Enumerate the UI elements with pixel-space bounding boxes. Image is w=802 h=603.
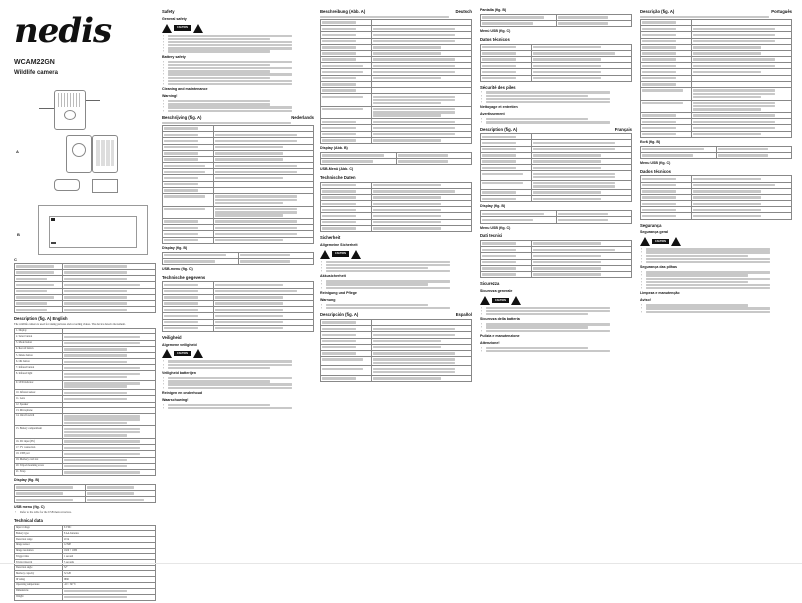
section-title-description-pt: Descrição (fig. A) Português bbox=[640, 9, 792, 14]
section-title-usb-it: Menu USB (fig. C) bbox=[480, 225, 511, 230]
section-title-general-safety: General safety bbox=[162, 16, 187, 21]
section-title-usb-pt: Menu USB (fig. C) bbox=[640, 160, 671, 165]
section-title-battery-it: Sicurezza della batteria bbox=[480, 317, 520, 322]
model-number: WCAM22GN bbox=[14, 59, 55, 66]
section-title-battery-pt: Segurança das pilhas bbox=[640, 265, 677, 270]
warning-triangle-icon bbox=[162, 24, 172, 33]
warning-triangle-icon bbox=[640, 237, 650, 246]
caution-banner-de bbox=[320, 250, 472, 259]
section-title-usb-de: USB-Menü (Abb. C) bbox=[320, 167, 354, 172]
section-title-safety-it: Sicurezza bbox=[480, 281, 500, 287]
caution-banner-nl bbox=[162, 349, 314, 358]
column-safety-nl bbox=[162, 6, 314, 410]
section-title-tech-pt: Dados técnicos bbox=[640, 168, 671, 174]
warning-list-nl bbox=[162, 404, 314, 410]
tech-table-de bbox=[320, 182, 472, 232]
warning-list-fr bbox=[480, 118, 632, 124]
section-title-description-es: Descripción (fig. A) Español bbox=[320, 312, 472, 318]
caution-label: CAUTION bbox=[332, 251, 349, 256]
figure-b-display bbox=[17, 205, 148, 255]
section-title-tech-en: Technical data bbox=[14, 517, 43, 523]
section-title-description-de: Beschreibung (Abb. A) Deutsch bbox=[320, 9, 472, 14]
description-intro: The wildlife camera is used for taking pictures and recording videos. The device detects movement. bbox=[14, 322, 126, 326]
battery-safety-list bbox=[162, 61, 314, 86]
section-title-battery-safety: Battery safety bbox=[162, 54, 186, 59]
parts-table-pt bbox=[640, 19, 792, 138]
usb-note: • Refer to the table for the USB menu structure. bbox=[14, 511, 156, 515]
display-table-pt bbox=[640, 146, 792, 159]
section-title-warning-nl: Waarschuwing! bbox=[162, 397, 189, 402]
section-title-warning-pt: Aviso! bbox=[640, 298, 651, 303]
warning-list-it bbox=[480, 347, 632, 353]
caution-label: CAUTION bbox=[174, 25, 191, 30]
section-title-general-safety-nl: Algemene veiligheid bbox=[162, 342, 197, 347]
section-title-warning-fr: Avertissement bbox=[480, 112, 505, 117]
section-title-usb-nl: USB-menu (fig. C) bbox=[162, 266, 193, 271]
figure-a-front bbox=[14, 90, 156, 135]
parts-table-nl bbox=[162, 125, 314, 244]
figure-a-open bbox=[14, 135, 156, 205]
figure-c-label: C bbox=[14, 256, 17, 262]
section-title-warning: Warning! bbox=[162, 94, 178, 99]
brand-logo: nedis bbox=[14, 11, 112, 51]
section-title-tech-nl: Technische gegevens bbox=[162, 274, 206, 280]
page-bottom-rule bbox=[0, 563, 802, 564]
section-title-description-en: Description (fig. A) English bbox=[14, 316, 68, 322]
parts-table-fr bbox=[480, 133, 632, 202]
section-title-general-safety-pt: Segurança geral bbox=[640, 230, 668, 235]
column-it-pt bbox=[640, 6, 792, 314]
section-title-display-en: Display (fig. B) bbox=[14, 478, 40, 483]
figure-a-label: A bbox=[16, 148, 19, 154]
warning-list bbox=[162, 100, 314, 112]
warning-triangle-icon bbox=[351, 250, 361, 259]
figure-b-label: B bbox=[17, 231, 20, 237]
section-title-display-nl: Display (fig. B) bbox=[162, 245, 188, 250]
display-table-en bbox=[14, 484, 156, 504]
display-table-nl bbox=[162, 252, 314, 265]
section-title-cleaning-pt: Limpeza e manutenção bbox=[640, 291, 680, 296]
battery-list-nl bbox=[162, 377, 314, 389]
general-safety-list-pt bbox=[640, 248, 792, 263]
column-es-fr-it bbox=[480, 6, 632, 353]
section-title-battery-fr: Sécurité des piles bbox=[480, 84, 516, 90]
battery-list-fr bbox=[480, 91, 632, 103]
warning-triangle-icon bbox=[511, 296, 521, 305]
section-title-usb-es: Menú USB (fig. C) bbox=[480, 29, 511, 34]
section-title-cleaning-de: Reinigung und Pflege bbox=[320, 291, 357, 296]
section-title-display-es: Pantalla (fig. B) bbox=[480, 8, 507, 12]
section-title-cleaning-fr: Nettoyage et entretien bbox=[480, 105, 518, 110]
parts-table-es bbox=[320, 319, 472, 382]
column-english bbox=[14, 6, 156, 603]
section-title-safety-de: Sicherheit bbox=[320, 234, 341, 240]
section-title-tech-de: Technische Daten bbox=[320, 174, 356, 180]
section-title-description-nl: Beschrijving (fig. A) Nederlands bbox=[162, 115, 314, 121]
section-title-tech-es: Datos técnicos bbox=[480, 37, 510, 43]
section-title-warning-de: Warnung bbox=[320, 297, 336, 302]
tech-table-it bbox=[480, 240, 632, 278]
tech-table-nl bbox=[162, 281, 314, 331]
warning-list-de bbox=[320, 304, 472, 310]
figure-c-usb-table bbox=[14, 263, 156, 313]
caution-label: CAUTION bbox=[652, 239, 669, 244]
battery-list-de bbox=[320, 280, 472, 289]
tech-table-es bbox=[480, 44, 632, 82]
section-title-description-fr: Description (fig. A) Français bbox=[480, 126, 632, 132]
warning-triangle-icon bbox=[320, 250, 330, 259]
section-title-general-safety-it: Sicurezza generale bbox=[480, 288, 513, 293]
parts-table-de bbox=[320, 19, 472, 144]
caution-label: CAUTION bbox=[492, 298, 509, 303]
caution-banner-pt bbox=[640, 237, 792, 246]
battery-list-pt bbox=[640, 271, 792, 289]
warning-list-pt bbox=[640, 304, 792, 313]
tech-table-en: Input voltage 6 VDC Battery type 8 AA batteries Detection range 20 m Image sensor 12 MP Image resolution 1920 × 1080 Trigger time 1 second Detection angle 52° Memory capacity 32 GB IP rating IP66 Operating temperature -20 ~ 60 °C Dimensions Weight bbox=[14, 525, 156, 601]
section-title-safety-pt: Segurança bbox=[640, 222, 662, 228]
tech-table-pt bbox=[640, 175, 792, 219]
general-safety-list-it bbox=[480, 307, 632, 316]
general-safety-list bbox=[162, 35, 314, 53]
warning-triangle-icon bbox=[671, 237, 681, 246]
section-title-display-it: Display (fig. B) bbox=[480, 204, 506, 209]
caution-banner bbox=[162, 24, 314, 33]
section-title-safety: Safety bbox=[162, 9, 175, 14]
display-table-it bbox=[480, 210, 632, 223]
section-title-general-safety-de: Allgemeine Sicherheit bbox=[320, 242, 358, 247]
warning-triangle-icon bbox=[193, 24, 203, 33]
warning-triangle-icon bbox=[193, 349, 203, 358]
parts-table-en: 1. Display 2. Select button 3. Mode button 4. Record button 5. Delete button 6. OK button 7. Infrared button 8. Infrared light 9. LED indicator 10. Infrared sensor 11. Lens 12. Speaker 13. Microphone 14. On/off switch 15. Battery compartment 16. DC input (6V) 17. TV connection 18. USB port 19. Memory card slot 20. Tripod mounting screw 21. Strap bbox=[14, 328, 156, 476]
section-title-warning-it: Attenzione! bbox=[480, 340, 500, 345]
product-name: Wildlife camera bbox=[14, 70, 58, 77]
general-safety-list-nl bbox=[162, 360, 314, 369]
general-safety-list-de bbox=[320, 261, 472, 273]
section-title-battery-de: Akkusicherheit bbox=[320, 274, 346, 279]
display-table-de bbox=[320, 152, 472, 165]
section-title-cleaning-it: Pulizia e manutenzione bbox=[480, 334, 520, 339]
caution-banner-it bbox=[480, 296, 632, 305]
section-title-display-de: Display (Abb. B) bbox=[320, 145, 348, 150]
battery-list-it bbox=[480, 323, 632, 332]
section-title-safety-nl: Veiligheid bbox=[162, 334, 182, 340]
warning-triangle-icon bbox=[162, 349, 172, 358]
caution-label: CAUTION bbox=[174, 351, 191, 356]
column-de-es bbox=[320, 6, 472, 384]
section-title-tech-it: Dati tecnici bbox=[480, 233, 503, 239]
section-title-usb-en: USB menu (fig. C) bbox=[14, 505, 45, 510]
section-title-cleaning-nl: Reinigen en onderhoud bbox=[162, 390, 203, 395]
section-title-cleaning: Cleaning and maintenance bbox=[162, 87, 208, 92]
section-title-battery-nl: Veiligheid batterijen bbox=[162, 371, 196, 376]
display-table-es bbox=[480, 14, 632, 27]
section-title-display-pt: Ecrã (fig. B) bbox=[640, 139, 661, 144]
warning-triangle-icon bbox=[480, 296, 490, 305]
